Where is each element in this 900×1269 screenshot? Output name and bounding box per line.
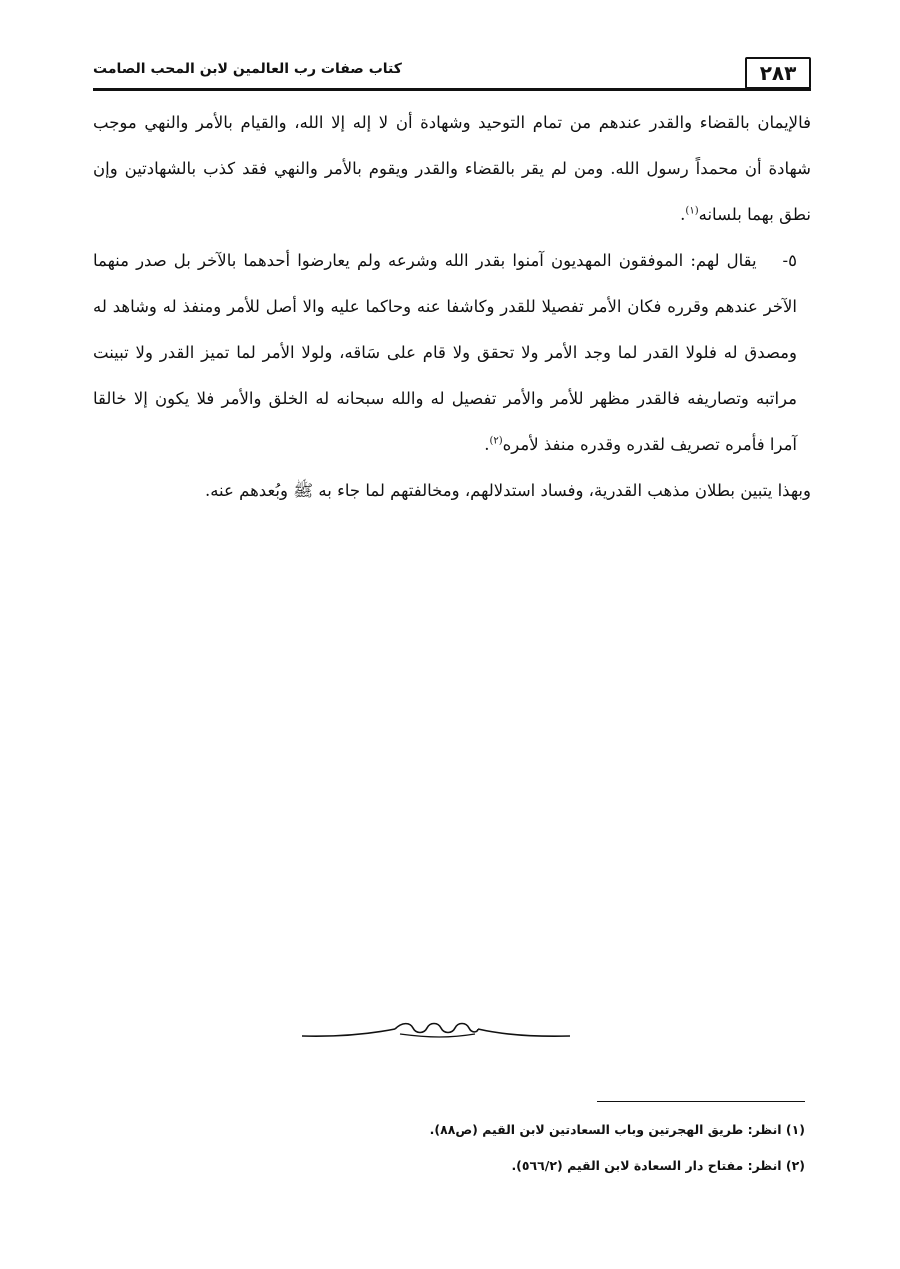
footnotes: [93, 1112, 805, 1184]
footnote-ref-2: (٢): [489, 435, 503, 447]
item-number: ٥-: [782, 251, 797, 270]
footnote-separator: [597, 1101, 805, 1102]
paragraph-conclusion: وبهذا يتبين بطلان مذهب القدرية، وفساد استدلالهم، ومخالفتهم لما جاء به ﷺ وبُعدهم عنه.: [204, 481, 811, 500]
footnote-ref-1: (١): [685, 205, 699, 217]
item-text: يقال لهم: الموفقون المهديون آمنوا بقدر الله وشرعه ولم يعارضوا أحدهما بالآخر بل صدر منهما الآخر عندهم وقرره فكان الأمر تفصيلا للقدر وكاشفا عنه وحاكما عليه والا أصل للأمر ومنفذ له وشاهد له ومصدق له فلولا القدر لما وجد الأمر ولا تحقق ولا قام على سَاقه، ولولا الأمر لما تميز القدر ولا تبينت مراتبه وتصاريفه فالقدر مظهر للأمر والأمر تفصيل له والله سبحانه له الخلق والأمر فلا يكون إلا خالقا آمرا فأمره تصريف لقدره وقدره منفذ لأمره: [93, 251, 797, 454]
numbered-item-5: [93, 238, 811, 468]
paragraph-text: فالإيمان بالقضاء والقدر عندهم من تمام التوحيد وشهادة أن لا إله إلا الله، والقيام بالأمر والنهي موجب شهادة أن محمداً رسول الله. ومن لم يقر بالقضاء والقدر ويقوم بالأمر والنهي فقد كذب بالشهادتين وإن نطق بهما بلسانه: [93, 113, 811, 224]
footnote-1: (١) انظر: طريق الهجرتين وباب السعادتين لابن القيم (ص٨٨).: [429, 1122, 805, 1137]
main-text: [93, 100, 811, 514]
header-rule: [93, 88, 811, 91]
paragraph-faith: [93, 100, 811, 238]
ornament-divider: [300, 1018, 572, 1044]
item-end: .: [484, 435, 490, 454]
running-title: كتاب صفات رب العالمين لابن المحب الصامت: [93, 61, 402, 77]
page-header: [93, 55, 811, 91]
page-number: ٢٨٣: [745, 57, 811, 89]
paragraph-end: .: [680, 205, 686, 224]
footnote-2: (٢) انظر: مفتاح دار السعادة لابن القيم (٥٦٦/٢).: [511, 1158, 805, 1173]
